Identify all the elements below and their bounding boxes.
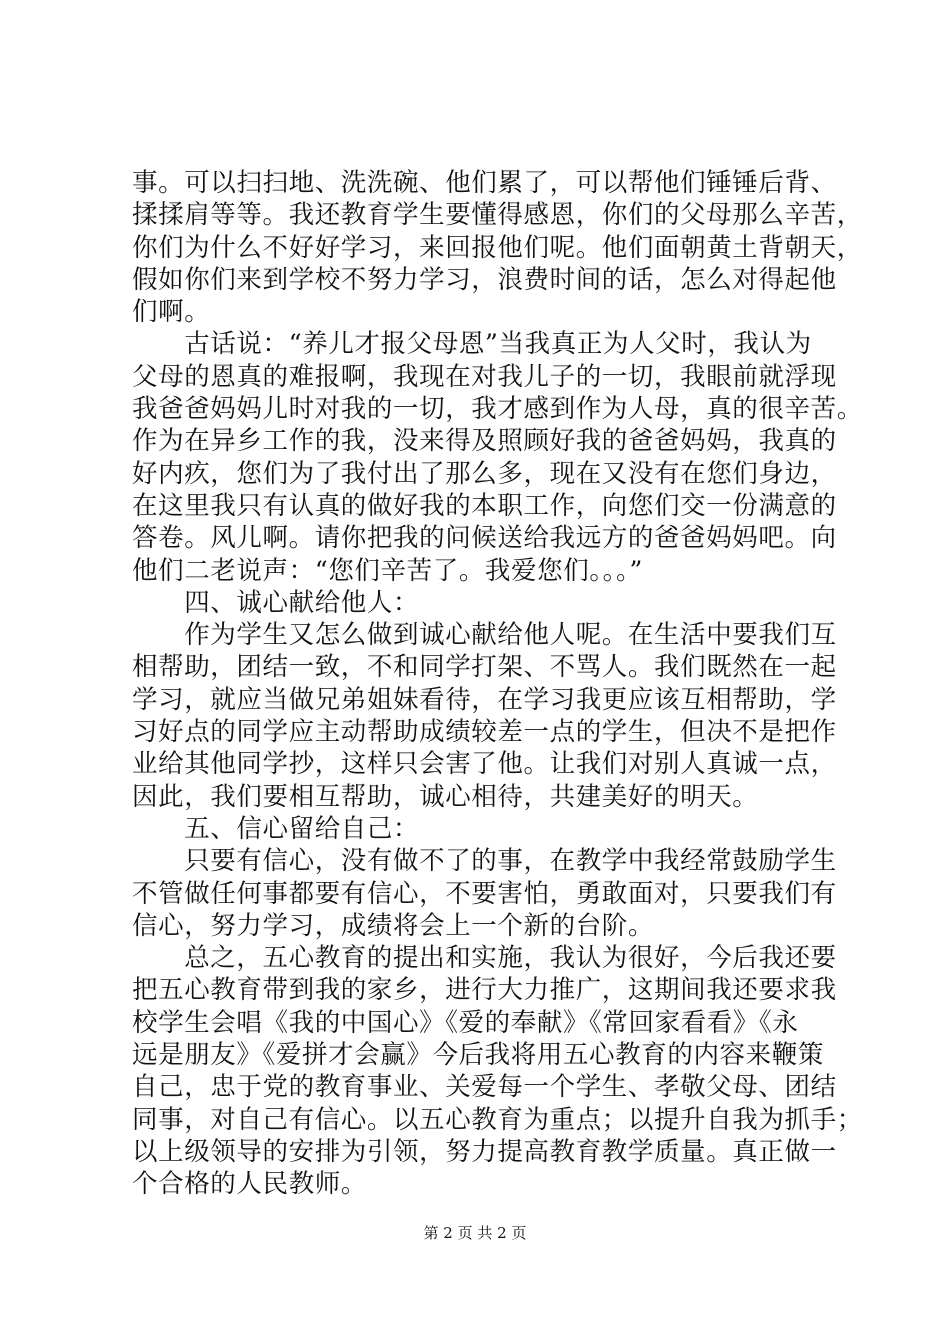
text-line: 好内疚，您们为了我付出了那么多，现在又没有在您们身边， [132,458,837,489]
text-line: 在这里我只有认真的做好我的本职工作，向您们交一份满意的 [132,490,837,521]
text-line: 信心，努力学习，成绩将会上一个新的台阶。 [132,910,655,941]
text-line: 作为在异乡工作的我，没来得及照顾好我的爸爸妈妈，我真的 [132,426,837,457]
text-line: 远是朋友》《爱拼才会赢》今后我将用五心教育的内容来鞭策 [132,1040,824,1071]
text-line: 业给其他同学抄，这样只会害了他。让我们对别人真诚一点， [132,749,837,780]
text-line: 古话说：“养儿才报父母恩”当我真正为人父时，我认为 [132,329,812,360]
text-line: 习好点的同学应主动帮助成绩较差一点的学生，但决不是把作 [132,717,837,748]
page-number-label: 第 2 页 共 2 页 [423,1224,527,1242]
text-line: 们啊。 [132,297,211,328]
text-line: 他们二老说声：“您们辛苦了。我爱您们。。。” [132,555,644,586]
section-heading: 五、信心留给自己： [132,813,420,844]
text-line: 只要有信心，没有做不了的事，在教学中我经常鼓励学生 [132,846,837,877]
text-line: 你们为什么不好好学习，来回报他们呢。他们面朝黄土背朝天， [132,232,863,263]
text-line: 以上级领导的安排为引领，努力提高教育教学质量。真正做一 [132,1136,837,1167]
body-text [132,167,863,1201]
text-line: 答卷。风儿啊。请你把我的问候送给我远方的爸爸妈妈吧。向 [132,523,837,554]
text-line: 作为学生又怎么做到诚心献给他人呢。在生活中要我们互 [132,620,837,651]
text-line: 不管做任何事都要有信心，不要害怕，勇敢面对，只要我们有 [132,878,837,909]
text-line: 揉揉肩等等。我还教育学生要懂得感恩，你们的父母那么辛苦， [132,200,863,231]
text-line: 校学生会唱《我的中国心》《爱的奉献》《常回家看看》《永 [132,1007,799,1038]
text-line: 相帮助，团结一致，不和同学打架、不骂人。我们既然在一起 [132,652,837,683]
text-line: 学习，就应当做兄弟姐妹看待，在学习我更应该互相帮助，学 [132,684,837,715]
text-line: 事。可以扫扫地、洗洗碗、他们累了，可以帮他们锤锤后背、 [132,168,837,198]
text-line: 因此，我们要相互帮助，诚心相待，共建美好的明天。 [132,781,759,812]
text-line: 自己，忠于党的教育事业、关爱每一个学生、孝敬父母、团结 [132,1072,837,1103]
text-line: 假如你们来到学校不努力学习，浪费时间的话，怎么对得起他 [132,264,837,295]
page-footer [0,1223,950,1243]
text-line: 同事，对自己有信心。以五心教育为重点；以提升自我为抓手； [132,1104,863,1135]
text-line: 个合格的人民教师。 [132,1169,367,1200]
text-line: 父母的恩真的难报啊，我现在对我儿子的一切，我眼前就浮现 [132,361,837,392]
text-line: 总之，五心教育的提出和实施，我认为很好，今后我还要 [132,943,837,974]
section-heading: 四、诚心献给他人： [132,587,420,618]
text-line: 把五心教育带到我的家乡，进行大力推广，这期间我还要求我 [132,975,837,1006]
text-line: 我爸爸妈妈儿时对我的一切，我才感到作为人母，真的很辛苦。 [132,394,863,425]
